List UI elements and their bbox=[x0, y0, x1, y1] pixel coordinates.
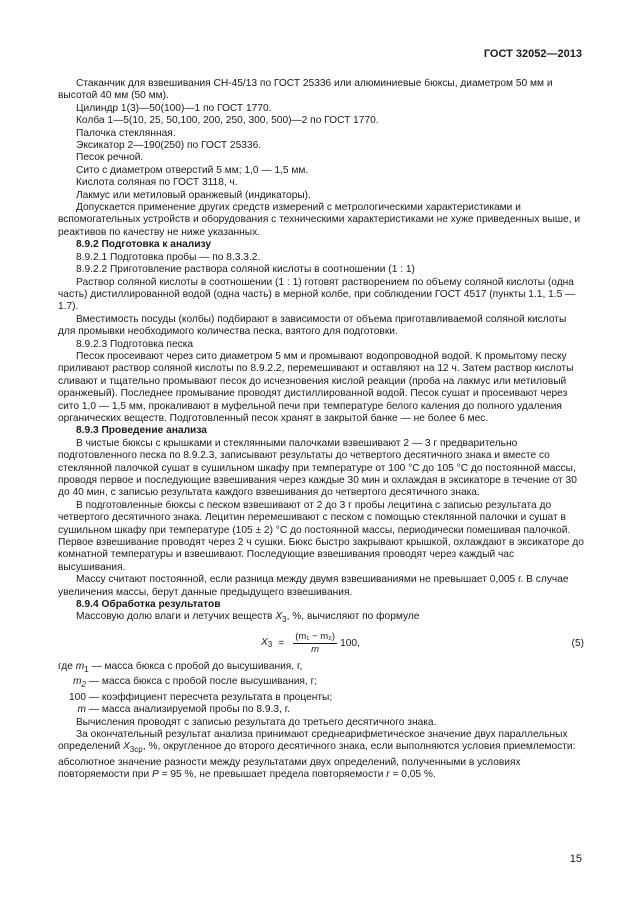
paragraph: Песок речной. bbox=[76, 152, 144, 164]
paragraph: Палочка стеклянная. bbox=[76, 127, 176, 139]
paragraph: Колба 1—5(10, 25, 50,100, 200, 250, 300, 500)—2 по ГОСТ 1770. bbox=[76, 115, 379, 127]
section-heading-8-9-3: 8.9.3 Проведение анализа bbox=[76, 425, 207, 437]
document-body bbox=[58, 78, 584, 782]
formula-5 bbox=[58, 627, 584, 661]
paragraph: Эксикатор 2—190(250) по ГОСТ 25336. bbox=[76, 140, 262, 152]
legend-item: 100 — коэффициент пересчета результата в проценты; bbox=[69, 691, 333, 703]
section-heading-8-9-2: 8.9.2 Подготовка к анализу bbox=[76, 239, 212, 251]
section-heading-8-9-4: 8.9.4 Обработка результатов bbox=[76, 599, 221, 611]
paragraph: 8.9.2.1 Подготовка пробы — по 8.3.3.2. bbox=[76, 251, 261, 263]
paragraph: Стаканчик для взвешивания СН-45/13 по ГОСТ 25336 или алюминиевые бюксы, диаметром 50 мм и высотой 40 мм (50 мм). bbox=[58, 78, 553, 102]
paragraph: Допускается применение других средств измерений с метрологическими характеристиками и вспомогательных устройств и оборудования с техническими характеристиками не хуже приведенных выше, и реактивов по качеству не ниже указанных. bbox=[58, 202, 581, 238]
formula-legend bbox=[58, 661, 584, 717]
legend-item: m — масса анализируемой пробы по 8.9.3, г. bbox=[77, 704, 291, 716]
legend-item: где $m_1$ — масса бюкса с пробой до высушивания, г, bbox=[58, 660, 303, 674]
paragraph: Массовую долю влаги и летучих веществ $X_3$, %, вычисляют по формуле bbox=[76, 611, 420, 625]
page-number: 15 bbox=[569, 853, 582, 865]
paragraph: Песок просеивают через сито диаметром 5 мм и промывают водопроводной водой. К промытому песку приливают раствор соляной кислоты по 8.9.2.2, перемешивают и оставляют на 12 ч. Затем раствор кислоты сливают и тщательно промывают песок до исчезновения кислой реакции (проба на лакмус или метиловый оранжевый). Последнее промывание проводят дистиллированной водой. Песок сушат и просеивают через сито 1,0 — 1,5 мм, прокаливают в муфельной печи при температуре белого каления до полного удаления органических веществ. Подготовленный песок хранят в закрытой банке — не более 6 мес. bbox=[58, 350, 574, 424]
paragraph: 8.9.2.3 Подготовка песка bbox=[76, 338, 194, 350]
paragraph: Раствор соляной кислоты в соотношении (1 : 1) готовят растворением по объему соляной кислоты (одна часть) дистиллированной водой (одна часть) в мерной колбе, при соблюдении ГОСТ 4517 (пункты 1.1, 1.5 — 1.7). bbox=[58, 276, 576, 313]
paragraph: Вычисления проводят с записью результата до третьего десятичного знака. bbox=[76, 716, 437, 728]
paragraph: Цилиндр 1(3)—50(100)—1 по ГОСТ 1770. bbox=[76, 102, 272, 114]
legend-item: $m_2$ — масса бюкса с пробой после высушивания, г; bbox=[73, 676, 318, 690]
formula-denominator: m bbox=[311, 644, 320, 656]
formula-fraction bbox=[293, 631, 337, 657]
paragraph: Сито с диаметром отверстий 5 мм; 1,0 — 1,5 мм. bbox=[76, 164, 309, 176]
formula-number: (5) bbox=[571, 637, 584, 649]
paragraph: В чистые бюксы с крышками и стеклянными палочками взвешивают 2 — 3 г предварительно подготовленного песка по 8.9.2.3, записывают результаты до четвертого десятичного знака и вместе со стеклянной палочкой сушат в сушильном шкафу при температуре от 100 °С до 105 °С до постоянной массы, проводя первое и последующие взвешивания через каждые 30 мин и охлаждая в эксикаторе в течение от 30 до 40 мин, с записью результата каждого взвешивания до четвертого десятичного знака. bbox=[58, 437, 577, 499]
paragraph: Кислота соляная по ГОСТ 3118, ч. bbox=[76, 177, 238, 189]
formula-equals: = bbox=[278, 637, 285, 649]
paragraph: В подготовленные бюксы с песком взвешивают от 2 до 3 г пробы лецитина с записью результата до четвертого десятичного знака. Лецитин перемешивают с песком с помощью стеклянной палочки и сушат в сушильном шкафу при температуре (105 ± 2) °С до постоянной массы, периодически помешивая палочкой. Первое взвешивание проводят через 2 ч сушки. Бюкс быстро закрывают крышкой, охлаждают в эксикаторе до комнатной температуры и взвешивают. Последующие взвешивания проводят через каждый час высушивания. bbox=[58, 499, 584, 573]
formula-lhs: $X_3$ bbox=[261, 636, 273, 649]
paragraph: 8.9.2.2 Приготовление раствора соляной кислоты в соотношении (1 : 1) bbox=[76, 264, 415, 276]
formula-factor: 100, bbox=[340, 637, 360, 649]
paragraph: Вместимость посуды (колбы) подбирают в зависимости от объема приготавливаемой соляной кислоты для промывки необходимого количества песка, взятого для подготовки. bbox=[58, 313, 567, 338]
paragraph: Массу считают постоянной, если разница между двумя взвешиваниями не превышает 0,005 г. В случае увеличения массы, берут данные предыдущего взвешивания. bbox=[58, 574, 569, 598]
paragraph: Лакмус или метиловый оранжевый (индикаторы). bbox=[76, 189, 311, 201]
standard-header: ГОСТ 32052—2013 bbox=[483, 48, 582, 60]
formula-numerator: (m₁ − m₂) bbox=[293, 631, 337, 644]
paragraph: За окончательный результат анализа принимают среднеарифметическое значение двух параллельных определений $X_{3ср}$, %, округленное до второго десятичного знака, если выполняются условия приемлемости: абсолютное значение разности между результатами двух определений, полученными в условиях повторяемости при P = 95 %, не превышает предела повторяемости r = 0,05 %. bbox=[58, 729, 576, 781]
